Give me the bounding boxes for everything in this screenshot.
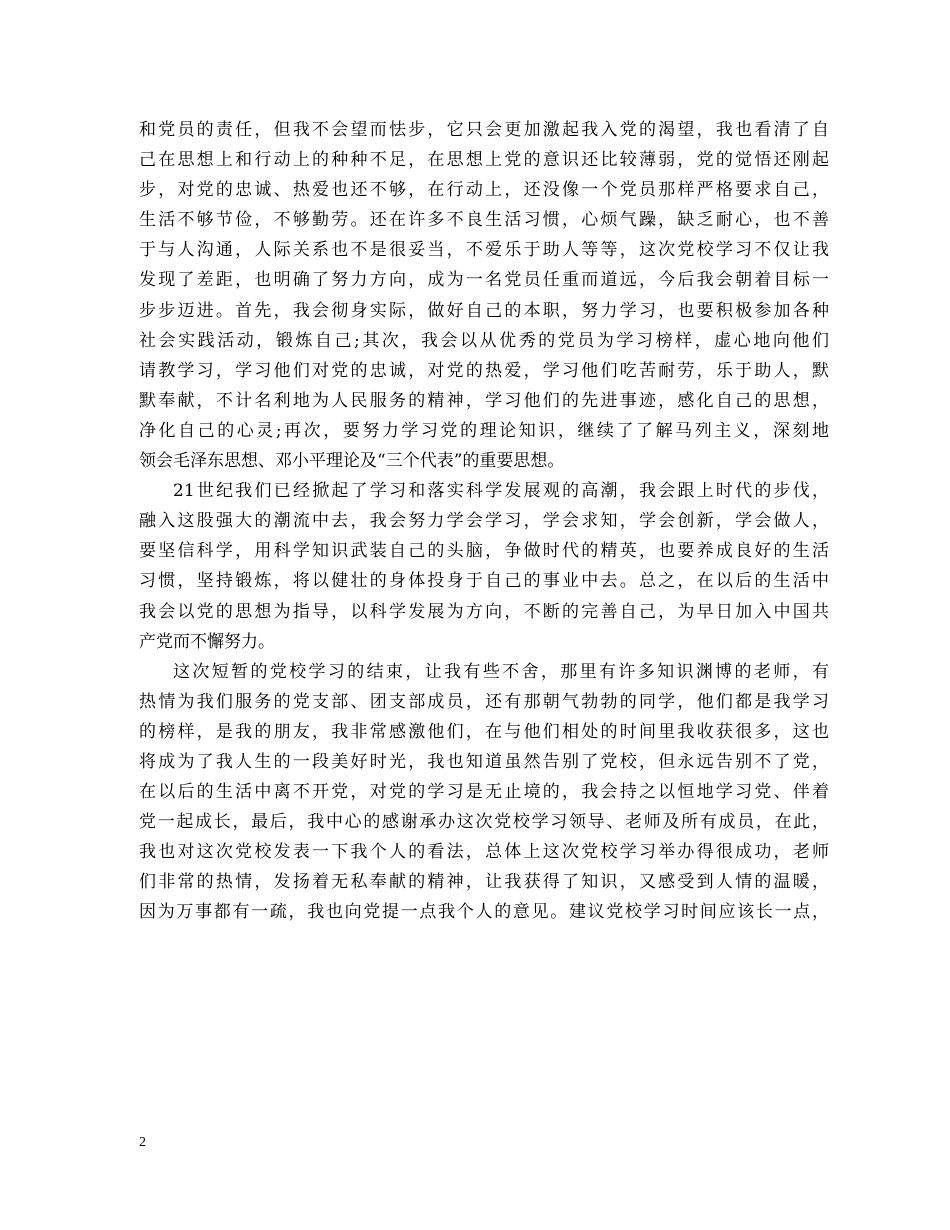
text-line: 我也对这次党校发表一下我个人的看法，总体上这次党校学习举办得很成功，老师 — [139, 842, 829, 863]
page-number: 2 — [139, 1135, 146, 1150]
text-line: 这次短暂的党校学习的结束，让我有些不舍，那里有许多知识渊博的老师，有 — [173, 661, 829, 682]
text-line: 步步迈进。首先，我会彻身实际，做好自己的本职，努力学习，也要积极参加各种 — [139, 300, 829, 321]
text-line: 融入这股强大的潮流中去，我会努力学会学习，学会求知，学会创新，学会做人， — [139, 511, 829, 532]
text-line: 将成为了我人生的一段美好时光，我也知道虽然告别了党校，但永远告别不了党， — [139, 751, 829, 772]
text-line: 请教学习，学习他们对党的忠诚，对党的热爱，学习他们吃苦耐劳，乐于助人，默 — [139, 360, 829, 381]
text-line: 我会以党的思想为指导，以科学发展为方向，不断的完善自己，为早日加入中国共 — [139, 601, 829, 622]
text-line: 们非常的热情，发扬着无私奉献的精神，让我获得了知识，又感受到人情的温暖， — [139, 872, 829, 893]
document-body — [139, 115, 829, 928]
text-line: 己在思想上和行动上的种种不足，在思想上党的意识还比较薄弱，党的觉悟还刚起 — [139, 150, 829, 171]
paragraph — [139, 657, 829, 928]
text-line: 领会毛泽东思想、邓小平理论及“三个代表”的重要思想。 — [139, 451, 565, 472]
text-line: 因为万事都有一疏，我也向党提一点我个人的意见。建议党校学习时间应该长一点， — [139, 902, 829, 923]
text-line: 的榜样，是我的朋友，我非常感激他们，在与他们相处的时间里我收获很多，这也 — [139, 721, 829, 742]
text-line: 党一起成长，最后，我中心的感谢承办这次党校学习领导、老师及所有成员，在此， — [139, 812, 829, 833]
text-line: 于与人沟通，人际关系也不是很妥当，不爱乐于助人等等，这次党校学习不仅让我 — [139, 240, 829, 261]
text-line: 习惯，坚持锻炼，将以健壮的身体投身于自己的事业中去。总之，在以后的生活中 — [139, 571, 829, 592]
text-line: 社会实践活动，锻炼自己;其次，我会以从优秀的党员为学习榜样，虚心地向他们 — [139, 330, 829, 351]
text-line: 生活不够节俭，不够勤劳。还在许多不良生活习惯，心烦气躁，缺乏耐心，也不善 — [139, 210, 829, 231]
paragraph — [139, 476, 829, 657]
text-line: 净化自己的心灵;再次，要努力学习党的理论知识，继续了了解马列主义，深刻地 — [139, 420, 829, 441]
text-line: 在以后的生活中离不开党，对党的学习是无止境的，我会持之以恒地学习党、伴着 — [139, 782, 829, 803]
text-line: 发现了差距，也明确了努力方向，成为一名党员任重而道远，今后我会朝着目标一 — [139, 270, 829, 291]
text-line: 热情为我们服务的党支部、团支部成员，还有那朝气勃勃的同学，他们都是我学习 — [139, 691, 829, 712]
paragraph — [139, 115, 829, 476]
text-line: 产党而不懈努力。 — [139, 631, 275, 652]
text-line: 默奉献，不计名利地为人民服务的精神，学习他们的先进事迹，感化自己的思想， — [139, 390, 829, 411]
text-line: 要坚信科学，用科学知识武装自己的头脑，争做时代的精英，也要养成良好的生活 — [139, 541, 829, 562]
text-line: 步，对党的忠诚、热爱也还不够，在行动上，还没像一个党员那样严格要求自己， — [139, 180, 829, 201]
text-line: 和党员的责任，但我不会望而怯步，它只会更加激起我入党的渴望，我也看清了自 — [139, 120, 829, 140]
text-line: 21世纪我们已经掀起了学习和落实科学发展观的高潮，我会跟上时代的步伐， — [173, 481, 829, 502]
